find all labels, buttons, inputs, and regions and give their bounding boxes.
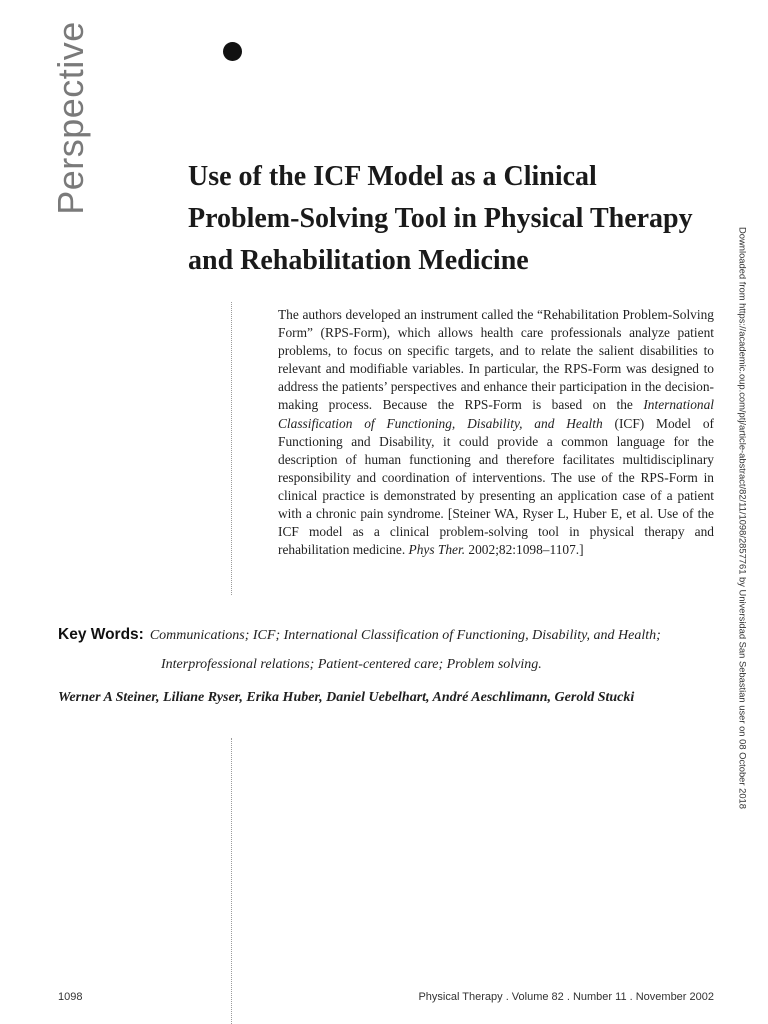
- bullet-dot-icon: [223, 42, 242, 61]
- abstract-italic-icf: International Classification of Functioning, Disability, and Health: [278, 397, 714, 431]
- keywords-line-2: Interprofessional relations; Patient-centered care; Problem solving.: [161, 657, 542, 672]
- download-note: [736, 190, 750, 846]
- section-label: [44, 20, 98, 215]
- abstract-text-2: (ICF) Model of Functioning and Disability, it could provide a common language for the description of human functioning and therefore facilitates multidisciplinary responsibility and coordination of interventions. The use of the RPS-Form in clinical practice is demonstrated by presenting an application case of a patient with a chronic pain syndrome. [Steiner WA, Ryser L, Huber E, et al. Use of the ICF model as a clinical problem-solving tool in physical therapy and rehabilitation medicine.: [278, 415, 714, 558]
- abstract-text-1: The authors developed an instrument called the “Rehabilitation Problem-Solving Form” (RPS-Form), which allows health care professionals analyze patient problems, to focus on specific targets, and to relate the salient disabilities to relevant and modifiable variables. In particular, the RPS-Form was designed to address the patients’ perspectives and enhance their participation in the decision-making process. Because the RPS-Form is based on the: [278, 307, 714, 413]
- keywords-label: Key Words:: [58, 626, 144, 643]
- section-label-text: Perspective: [50, 20, 91, 215]
- journal-info: Physical Therapy . Volume 82 . Number 11 . November 2002: [418, 991, 714, 1003]
- keywords: [58, 620, 728, 672]
- keywords-line-1: Communications; ICF; International Classification of Functioning, Disability, and Health;: [149, 628, 661, 643]
- abstract-text-3: 2002;82:1098–1107.]: [465, 542, 584, 558]
- divider-upper: [231, 302, 232, 595]
- download-note-text: Downloaded from https://academic.oup.com/ptj/article-abstract/82/11/1098/2857761 by Universidad San Sebastian user on 08 October 2018: [737, 227, 749, 809]
- abstract-italic-journal: Phys Ther.: [408, 542, 466, 558]
- authors: Werner A Steiner, Liliane Ryser, Erika Huber, Daniel Uebelhart, André Aeschlimann, Gerold Stucki: [58, 690, 635, 705]
- divider-lower: [231, 738, 232, 1024]
- article-title: Use of the ICF Model as a Clinical Problem-Solving Tool in Physical Therapy and Rehabilitation Medicine: [188, 161, 693, 276]
- abstract: [278, 306, 714, 559]
- page-number: 1098: [58, 991, 83, 1003]
